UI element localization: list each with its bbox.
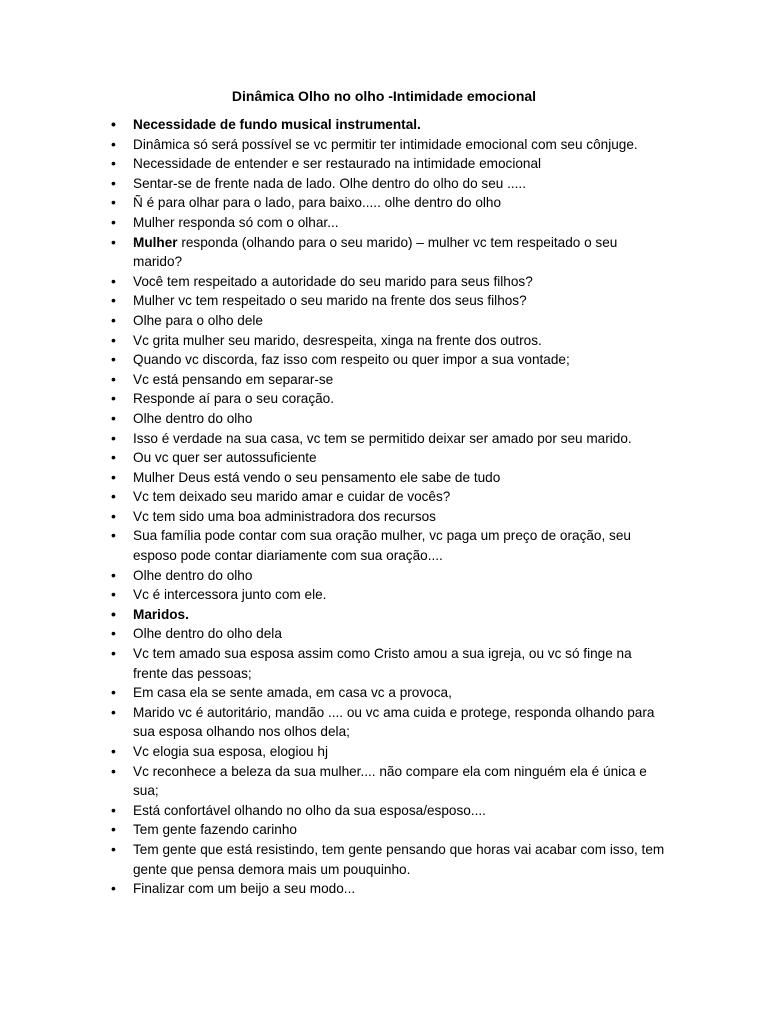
list-item [106, 487, 666, 507]
list-item [106, 879, 666, 899]
list-item [106, 624, 666, 644]
list-item [106, 566, 666, 586]
list-item-text: Vc é intercessora junto com ele. [133, 587, 327, 603]
list-item [106, 193, 666, 213]
list-item [106, 370, 666, 390]
list-item [106, 703, 666, 742]
list-item-text: Mulher Deus está vendo o seu pensamento ele sabe de tudo [133, 469, 501, 485]
list-item-text: Ñ é para olhar para o lado, para baixo..... olhe dentro do olho [133, 195, 502, 211]
list-item-text: Mulher vc tem respeitado o seu marido na frente dos seus filhos? [133, 293, 527, 309]
list-item-text: Olhe para o olho dele [133, 312, 263, 328]
list-item [106, 468, 666, 488]
list-item [106, 213, 666, 233]
list-item-text: Quando vc discorda, faz isso com respeito ou quer impor a sua vontade; [133, 352, 570, 368]
bullet-list [106, 115, 666, 899]
list-item-text: Vc reconhece a beleza da sua mulher.... não compare ela com ninguém ela é única e sua; [133, 763, 647, 799]
list-item-text: Necessidade de fundo musical instrumental. [133, 117, 421, 132]
list-item-lead: Mulher [133, 234, 178, 250]
list-item-text: Olhe dentro do olho [133, 410, 253, 426]
list-item [106, 840, 666, 879]
list-item [106, 389, 666, 409]
list-item [106, 154, 666, 174]
list-item [106, 820, 666, 840]
list-item [106, 311, 666, 331]
list-item-text: Vc tem amado sua esposa assim como Cristo amou a sua igreja, ou vc só finge na frente das pessoas; [133, 646, 632, 681]
list-item-text: Necessidade de entender e ser restaurado na intimidade emocional [133, 156, 542, 172]
list-item-text: Vc tem deixado seu marido amar e cuidar de vocês? [133, 489, 451, 505]
list-item-text: Mulher responda só com o olhar... [133, 214, 339, 230]
list-item-text: Sentar-se de frente nada de lado. Olhe dentro do olho do seu ..... [133, 175, 526, 191]
list-item [106, 644, 666, 683]
list-item [106, 350, 666, 370]
list-item-text: responda (olhando para o seu marido) – mulher vc tem respeitado o seu marido? [133, 234, 618, 270]
list-item-text: Sua família pode contar com sua oração mulher, vc paga um preço de oração, seu esposo pode contar diariamente com sua oração.... [133, 528, 631, 564]
list-item [106, 526, 666, 565]
list-item [106, 762, 666, 801]
list-item [106, 115, 666, 135]
list-item-text: Olhe dentro do olho dela [133, 626, 282, 642]
list-item [106, 742, 666, 762]
list-item-text: Dinâmica só será possível se vc permitir ter intimidade emocional com seu cônjuge. [133, 136, 638, 152]
list-item [106, 272, 666, 292]
list-item-text: Olhe dentro do olho [133, 567, 253, 583]
list-item-text: Vc elogia sua esposa, elogiou hj [133, 744, 328, 759]
list-item [106, 331, 666, 351]
list-item [106, 801, 666, 821]
list-item-text: Finalizar com um beijo a seu modo... [133, 881, 356, 897]
list-item-text: Vc grita mulher seu marido, desrespeita, xinga na frente dos outros. [133, 332, 542, 348]
list-item-text: Maridos. [133, 606, 189, 622]
list-item [106, 409, 666, 429]
list-item-text: Você tem respeitado a autoridade do seu marido para seus filhos? [133, 273, 533, 289]
list-item-text: Tem gente fazendo carinho [133, 822, 297, 838]
list-item-text: Responde aí para o seu coração. [133, 391, 335, 407]
list-item [106, 135, 666, 155]
document-title: Dinâmica Olho no olho -Intimidade emocional [231, 88, 537, 104]
list-item-text: Vc tem sido uma boa administradora dos recursos [133, 508, 436, 524]
list-item-text: Em casa ela se sente amada, em casa vc a provoca, [133, 685, 452, 701]
list-item [106, 585, 666, 605]
list-item-text: Marido vc é autoritário, mandão .... ou vc ama cuida e protege, responda olhando para sua esposa olhando nos olhos dela; [133, 704, 655, 740]
list-item [106, 174, 666, 194]
list-item-text: Isso é verdade na sua casa, vc tem se permitido deixar ser amado por seu marido. [133, 430, 632, 446]
list-item-text: Ou vc quer ser autossuficiente [133, 450, 317, 466]
list-item-text: Tem gente que está resistindo, tem gente pensando que horas vai acabar com isso, tem gente que pensa demora mais um pouquinho. [133, 841, 665, 877]
list-item [106, 291, 666, 311]
list-item-text: Está confortável olhando no olho da sua esposa/esposo.... [133, 802, 486, 818]
list-item [106, 683, 666, 703]
list-item [106, 605, 666, 625]
list-item [106, 233, 666, 272]
list-item [106, 507, 666, 527]
list-item-text: Vc está pensando em separar-se [133, 371, 334, 387]
list-item [106, 448, 666, 468]
list-item [106, 429, 666, 449]
